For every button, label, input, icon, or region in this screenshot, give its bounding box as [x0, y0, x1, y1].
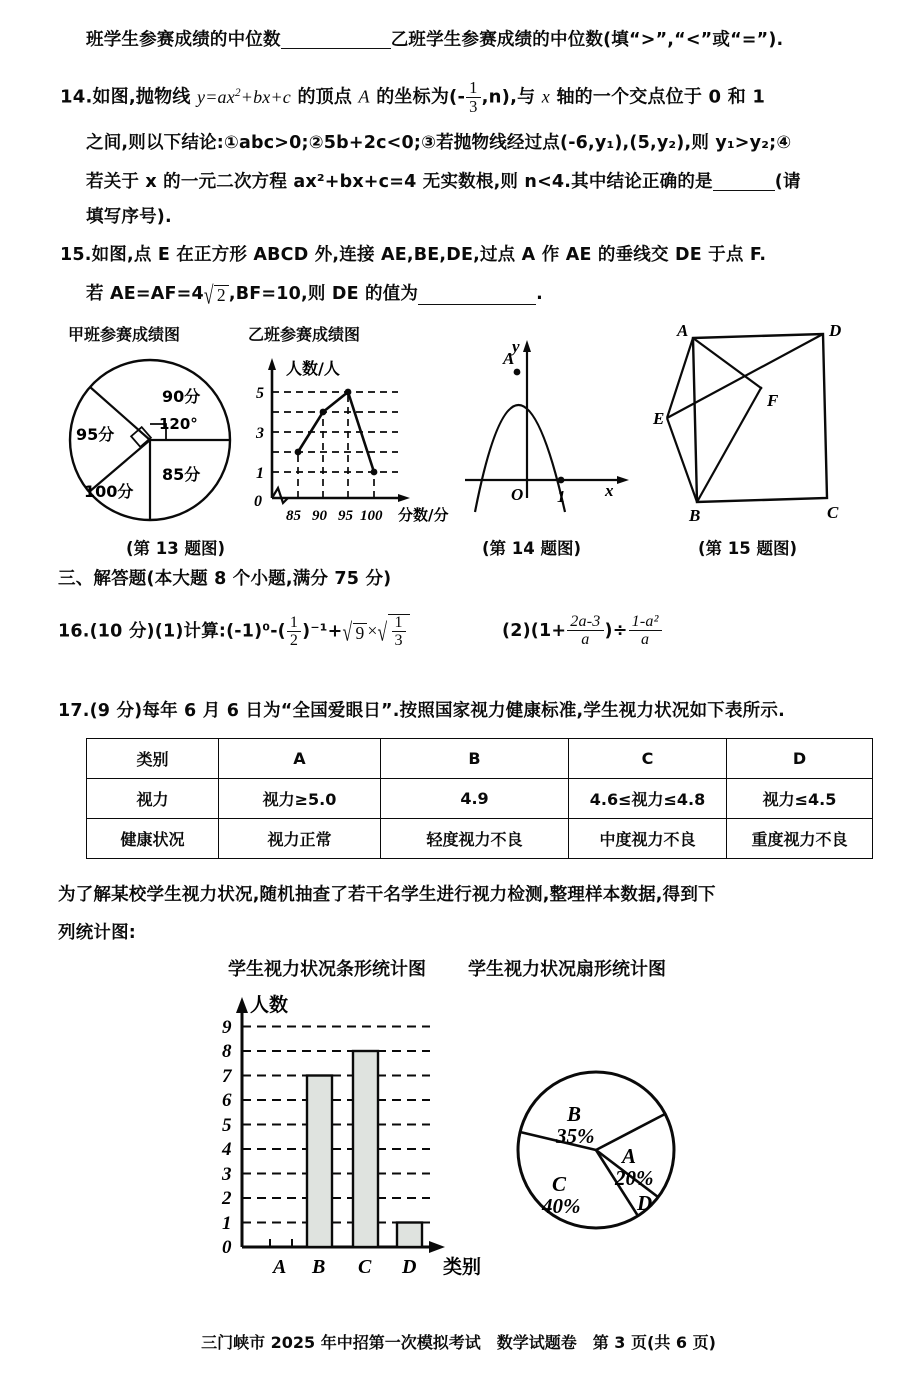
fig13-caption: (第 13 题图) [126, 539, 226, 558]
q16-sqrt-third-radicand [388, 614, 410, 651]
pie13-label-95: 95分 [76, 425, 115, 444]
bar-ytick-2: 2 [222, 1188, 232, 1209]
bar-ytick-3: 3 [222, 1164, 232, 1185]
line13-xtick-85: 85 [286, 508, 301, 524]
bar-chart-title: 学生视力状况条形统计图 [228, 959, 426, 980]
q14-l1-a: 14.如图,抛物线 [60, 86, 197, 108]
q14-l1-e: A [358, 86, 370, 107]
q15-l2-b: ,BF=10,则 DE 的值为 [228, 284, 419, 304]
q15-l2-a: 若 AE=AF=4 [86, 284, 204, 304]
pie13-label-angle: 120° [159, 415, 198, 433]
fig14-origin-label: O [511, 485, 524, 504]
line13-ytick-5: 5 [256, 385, 264, 402]
q16-part2 [502, 614, 663, 650]
table-cell: 视力 [87, 779, 219, 819]
q16-part1 [58, 614, 410, 651]
q17-body-line1: 为了解某校学生视力状况,随机抽查了若干名学生进行视力检测,整理样本数据,得到下 [58, 885, 716, 905]
q14-line2: 之间,则以下结论:①abc>0;②5b+2c<0;③若抛物线经过点(-6,y₁),(5,y₂),则 y₁>y₂;④ [86, 133, 792, 153]
bar-ylabel: 人数 [250, 994, 289, 1016]
fig13-line-chart [250, 348, 450, 538]
bar-ytick-8: 8 [222, 1041, 232, 1062]
vision-standard-table [86, 738, 873, 859]
line13-xtick-90: 90 [312, 508, 327, 524]
q13-tail-post: 乙班学生参赛成绩的中位数(填“>”,“<”或“=”). [390, 30, 784, 50]
q16-f1-num: 1 [287, 614, 301, 632]
bar-xtick-B: B [312, 1256, 326, 1278]
q14-frac-num: 1 [466, 79, 480, 98]
table-cell: 轻度视力不良 [381, 819, 569, 859]
bar-ytick-7: 7 [222, 1066, 232, 1087]
q14-l1-d: 的顶点 [291, 86, 359, 108]
fig14-vertex-label: A [503, 349, 515, 368]
line13-ytick-3: 3 [256, 425, 264, 442]
line13-origin: 0 [254, 493, 262, 510]
pie-label-D: D [637, 1191, 653, 1215]
q16-f2-num: √ 1 [392, 614, 406, 632]
table-cell: 健康状况 [87, 819, 219, 859]
table-row [87, 819, 873, 859]
q16-sqrt-third [378, 614, 410, 651]
q14-fraction-one-third [466, 79, 480, 116]
q15-sqrt2 [204, 285, 229, 304]
line13-xtick-100: 100 [360, 508, 383, 524]
q14-l1-g: ,n),与 [481, 86, 542, 108]
table-cell: A [219, 739, 381, 779]
table-cell: C [569, 739, 727, 779]
q16-frac-third [392, 614, 406, 650]
q15-l2-c: . [536, 284, 543, 304]
fig13-title-left: 甲班参赛成绩图 [68, 325, 181, 344]
fig13-title-right: 乙班参赛成绩图 [248, 325, 361, 344]
fig15-label-F: F [767, 391, 779, 410]
line13-xlabel: 分数/分 [398, 506, 449, 524]
fig15-caption: (第 15 题图) [698, 539, 798, 558]
fig15-label-B: B [689, 506, 701, 525]
page-footer: 三门峡市 2025 年中招第一次模拟考试 数学试题卷 第 3 页(共 6 页) [201, 1333, 716, 1352]
bar-ytick-1: 1 [222, 1213, 232, 1234]
q16-mid: )⁻¹+ [302, 621, 343, 642]
q16-times: × [367, 620, 378, 641]
pie13-label-100: 100分 [84, 482, 134, 501]
bar-ytick-4: 4 [222, 1139, 232, 1160]
bar-ytick-0: 0 [222, 1237, 232, 1258]
table-cell: B [381, 739, 569, 779]
q16-f1-den: 2 [289, 631, 299, 649]
fig14-caption: (第 14 题图) [482, 539, 582, 558]
bar-ytick-9: 9 [222, 1017, 232, 1038]
q14-l1-f: 的坐标为(- [369, 86, 466, 108]
fig15-square [653, 321, 855, 526]
pie-label-B: B [567, 1102, 582, 1126]
q16-part2-lead: (2)(1+ [502, 620, 567, 641]
pie-value-C: 40% [542, 1194, 581, 1218]
q13-answer-blank[interactable] [281, 31, 391, 49]
fig14-x-one-label: 1 [557, 487, 566, 506]
pie-value-A: 20% [615, 1166, 654, 1190]
bar-C [353, 1051, 378, 1247]
q13-tail-pre: 班学生参赛成绩的中位数 [86, 30, 281, 50]
bar-D [397, 1223, 422, 1248]
q14-l1-b: $y=ax^2+bx+c$ [197, 86, 291, 107]
fig15-label-C: C [827, 503, 839, 522]
line13-ytick-1: 1 [256, 465, 264, 482]
q16-frac-2a3-over-a [567, 613, 603, 649]
q17-lead: 17.(9 分)每年 6 月 6 日为“全国爱眼日”.按照国家视力健康标准,学生视力状况如下表所示. [58, 701, 785, 721]
q14-line1 [60, 80, 765, 117]
q16-sqrt9-radicand: 9 [353, 623, 368, 642]
q14-frac-den: 3 [469, 96, 478, 116]
q15-line1: 15.如图,点 E 在正方形 ABCD 外,连接 AE,BE,DE,过点 A 作 AE 的垂线交 DE 于点 F. [60, 245, 767, 265]
fig15-label-A: A [677, 321, 689, 340]
table-cell: 4.9 [381, 779, 569, 819]
table-cell: 中度视力不良 [569, 819, 727, 859]
q16-frac-half [287, 614, 301, 650]
fig15-label-D: D [829, 321, 842, 340]
q14-l3-tail: (请 [774, 172, 801, 192]
pie-chart-title: 学生视力状况扇形统计图 [468, 959, 666, 980]
q16-f3-den: a [581, 631, 590, 649]
q14-line4: 填写序号). [86, 207, 172, 227]
fig14-xaxis-label: x [605, 481, 614, 500]
section3-heading: 三、解答题(本大题 8 个小题,满分 75 分) [58, 569, 392, 589]
q16-lead: 16.(10 分)(1)计算:(-1)⁰-( [58, 621, 286, 642]
bar-ytick-5: 5 [222, 1115, 232, 1136]
q15-line2 [86, 284, 543, 305]
q14-l3-text: 若关于 x 的一元二次方程 ax²+bx+c=4 无实数根,则 n<4.其中结论正确的是 [86, 172, 713, 192]
q16-part2-mid: )÷ [604, 620, 628, 641]
table-cell: 视力≥5.0 [219, 779, 381, 819]
bar-xtick-C: C [358, 1256, 372, 1278]
q16-frac-1a2-over-a [629, 613, 662, 649]
q14-line3 [86, 172, 801, 191]
table-cell: 视力≤4.5 [727, 779, 873, 819]
q16-f4-den: a [641, 631, 650, 649]
fig13-pie-chart [62, 352, 252, 537]
q16-f4-num: 1-a² [629, 613, 662, 631]
table-cell: 4.6≤视力≤4.8 [569, 779, 727, 819]
q16-f2-den: 3 [394, 632, 403, 650]
table-row [87, 779, 873, 819]
q16-f3-num: 2a-3 [567, 613, 603, 631]
fig14-parabola [465, 330, 655, 515]
q16-sqrt-nine [343, 623, 368, 642]
bar-xtick-A: A [273, 1256, 287, 1278]
q17-body-line2: 列统计图: [58, 923, 136, 943]
fig14-yaxis-label: y [512, 337, 520, 356]
q14-l1-i: 轴的一个交点位于 0 和 1 [550, 86, 766, 108]
pie13-label-85: 85分 [162, 465, 201, 484]
vision-bar-chart [195, 985, 505, 1290]
line13-xtick-95: 95 [338, 508, 353, 524]
pie-label-A: A [622, 1144, 637, 1168]
bar-ytick-6: 6 [222, 1090, 232, 1111]
table-cell: 类别 [87, 739, 219, 779]
table-row [87, 739, 873, 779]
vision-pie-chart [498, 1045, 698, 1255]
pie13-label-90: 90分 [162, 387, 201, 406]
bar-B [307, 1076, 332, 1248]
q14-answer-blank[interactable] [713, 173, 775, 191]
bar-xtick-D: D [402, 1256, 417, 1278]
line13-ylabel: 人数/人 [286, 359, 340, 378]
table-cell: D [727, 739, 873, 779]
fig15-label-E: E [653, 409, 665, 428]
q14-l1-h: x [541, 86, 550, 107]
table-cell: 视力正常 [219, 819, 381, 859]
q13-tail-line [86, 30, 783, 49]
q15-sqrt-radicand: 2 [214, 285, 229, 304]
table-cell: 重度视力不良 [727, 819, 873, 859]
pie-value-B: 35% [556, 1124, 595, 1148]
bar-xlabel: 类别 [443, 1256, 482, 1278]
q15-answer-blank[interactable] [418, 287, 536, 305]
pie-label-C: C [552, 1172, 567, 1196]
